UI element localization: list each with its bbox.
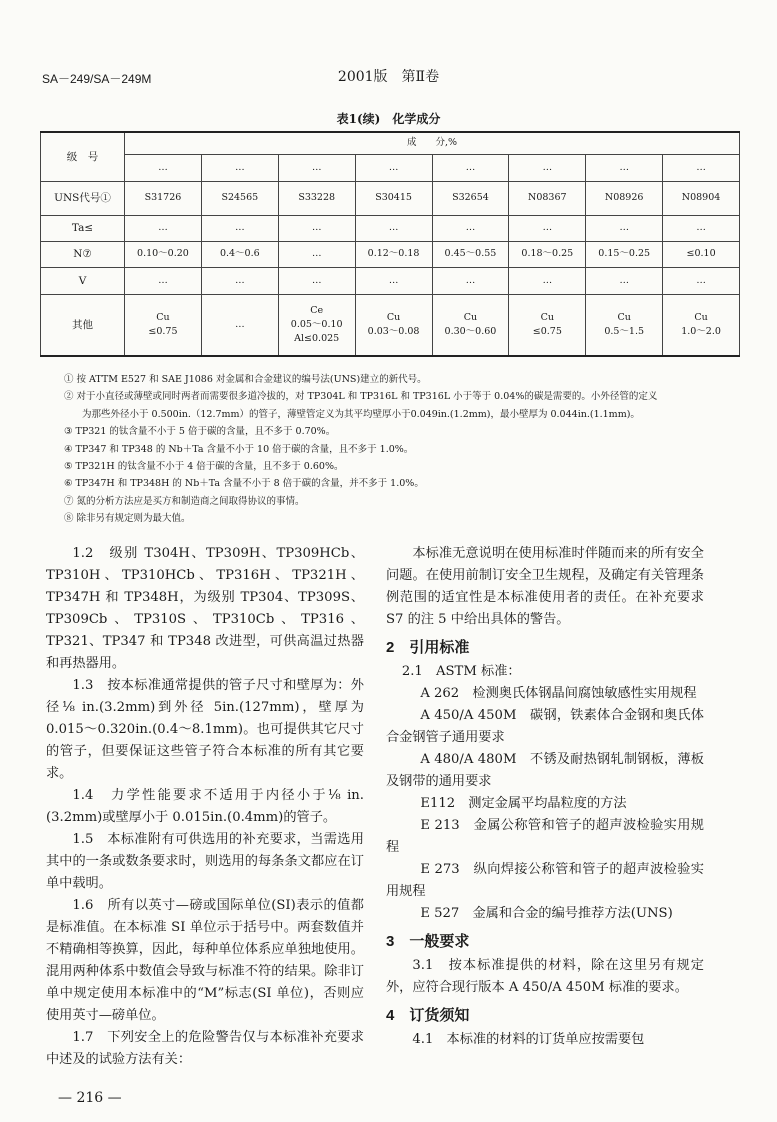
paragraph-1-7: 1.7 下列安全上的危险警告仅与本标准补充要求中述及的试验方法有关： [46,1030,364,1067]
reference-item: E 527 金属和合金的编号推荐方法(UNS) [420,906,673,921]
reference-item: E112 测定金属平均晶粒度的方法 [420,796,627,811]
cell-line: Cu [540,311,554,323]
footnote: ① 按 ATTM E527 和 SAE J1086 对金属和合金建议的编号法(UNS)建立的新代号。 [64,374,427,385]
table-row [41,181,740,215]
table-cell [432,294,509,356]
table-cell: N08904 [663,181,740,215]
footnote: ⑤ TP321H 的钛含量不小于 4 倍于碳的含量，且不多于 0.60%。 [64,461,344,473]
table-cell: S30415 [355,181,432,215]
table-cell: N08926 [586,181,663,215]
table-cell: … [355,215,432,241]
footnote: ⑧ 除非另有规定则为最大值。 [64,513,191,525]
table-cell [125,294,202,356]
paragraph-1-6: 1.6 所有以英寸—磅或国际单位(SI)表示的值都是标准值。在本标准 SI 单位示于括号中。两套数值并不精确相等换算，因此，每种单位体系应单独地使用。混用两种体系中数值会导致与标准不符的结果。除非订单中规定使用本标准中的“M”标志(SI 单位)，否则应使用英寸—磅单位。 [46,898,364,1023]
cell-line: ≤0.75 [148,325,178,337]
table-cell: ≤0.10 [663,241,740,267]
cell-line: 0.05～0.10 [290,318,343,330]
footnote-continued: 为那些外径小于 0.500in.（12.7mm）的管子，薄壁管定义为其平均壁厚小于0.049in.(1.2mm)，最小壁厚为 0.044in.(1.1mm)。 [82,408,640,420]
cell-line: Ce [310,304,324,316]
table-cell: … [509,154,586,181]
table-cell: 0.10～0.20 [125,241,202,267]
section-heading-3: 3 一般要求 [386,933,470,950]
reference-item: A 450/A 450M 碳钢，铁素体合金钢和奥氏体合金钢管子通用要求 [386,708,704,745]
grade-header: 级 号 [41,132,125,181]
cell-line: … [235,318,245,330]
table-row-other [41,294,740,356]
row-label: UNS代号① [41,181,125,215]
table-cell: … [201,154,278,181]
subsection-2-1: 2.1 ASTM 标准： [401,664,521,679]
table-row [41,154,740,181]
table-cell: 0.18～0.25 [509,241,586,267]
left-column [46,543,364,1071]
header-standard-code: SA－249/SA－249M [42,72,152,86]
subsection-3-1: 3.1 按本标准提供的材料，除在这里另有规定外，应符合现行版本 A 450/A 450M 标准的要求。 [386,958,704,995]
composition-header: 成 分,% [125,132,740,154]
table-cell: S24565 [201,181,278,215]
table-cell [663,294,740,356]
reference-item: A 480/A 480M 不锈及耐热钢轧制钢板，薄板及钢带的通用要求 [386,752,704,789]
table-cell: … [278,241,355,267]
cell-line: Cu [694,311,708,323]
table-cell: … [432,154,509,181]
table-cell: … [509,215,586,241]
cell-line: 0.03～0.08 [367,325,420,337]
cell-line: 1.0～2.0 [681,325,721,337]
reference-item: E 273 纵向焊接公称管和管子的超声波检验实用规程 [386,862,704,899]
table-cell: 0.15～0.25 [586,241,663,267]
table-cell: N08367 [509,181,586,215]
cell-line: Al≤0.025 [294,332,340,344]
table-cell [278,294,355,356]
table-cell: … [201,267,278,294]
paragraph-1-2: 1.2 级别 T304H、TP309H、TP309HCb、TP310H、TP310HCb、TP316H、TP321H、TP347H 和 TP348H，为级别 TP304、TP309S、TP309Cb、TP310S、TP310Cb、TP316、TP321、TP347 和 TP348 改进型，可供高温过热器和再热器用。 [46,546,364,671]
table-cell: … [278,267,355,294]
footnote: ③ TP321 的钛含量不小于 5 倍于碳的含量，且不多于 0.70%。 [64,426,336,438]
table-cell: … [663,154,740,181]
table-cell: S31726 [125,181,202,215]
table-cell: … [663,215,740,241]
cell-line: Cu [156,311,170,323]
table-cell: … [278,154,355,181]
cell-line: Cu [463,311,478,323]
table-cell: … [355,267,432,294]
table-header-row [41,132,740,154]
table-cell: … [201,215,278,241]
table-cell: … [432,267,509,294]
table-cell: 0.45～0.55 [432,241,509,267]
row-label: N⑦ [41,241,125,267]
table-title: 表1(续) 化学成分 [336,112,441,126]
row-label: V [41,267,125,294]
cell-line: 0.5～1.5 [604,325,645,337]
subsection-4-1: 4.1 本标准的材料的订货单应按需要包 [412,1032,645,1047]
reference-item: A 262 检测奥氏体钢晶间腐蚀敏感性实用规程 [420,686,697,701]
safety-paragraph: 本标准无意说明在使用标准时伴随而来的所有安全问题。在使用前制订安全卫生规程，及确定有关管理条例范围的适宜性是本标准使用者的责任。在补充要求 S7 的注 5 中给出具体的警告。 [386,546,704,627]
table-cell [201,294,278,356]
table-cell: … [278,215,355,241]
table-footnotes [64,371,754,528]
cell-line: 0.30～0.60 [444,325,497,337]
paragraph-1-4: 1.4 力学性能要求不适用于内径小于⅛ in.(3.2mm)或壁厚小于 0.015in.(0.4mm)的管子。 [46,788,364,825]
table-cell [509,294,586,356]
page-number: — 216 — [58,1090,122,1106]
table-cell [586,294,663,356]
table-cell: S32654 [432,181,509,215]
chemical-composition-table [40,131,740,357]
header-edition: 2001版 第Ⅱ卷 [337,69,440,85]
table-cell: … [509,267,586,294]
table-cell: … [586,215,663,241]
section-heading-4: 4 订货须知 [386,1007,470,1024]
table-cell: 0.4～0.6 [201,241,278,267]
footnote: ⑦ 氮的分析方法应是买方和制造商之间取得协议的事情。 [64,495,305,507]
table-row [41,241,740,267]
table-cell: … [663,267,740,294]
table-cell: 0.12～0.18 [355,241,432,267]
row-label: Ta≤ [41,215,125,241]
paragraph-1-5: 1.5 本标准附有可供选用的补充要求，当需选用其中的一条或数条要求时，则选用的每条条文都应在订单中载明。 [46,832,364,891]
table-row [41,215,740,241]
cell-line: Cu [386,311,401,323]
right-column [386,543,704,1051]
footnote: ④ TP347 和 TP348 的 Nb＋Ta 含量不小于 10 倍于碳的含量，且不多于 1.0%。 [64,443,414,455]
table-cell: S33228 [278,181,355,215]
table-cell: … [125,154,202,181]
table-cell: … [125,215,202,241]
table-cell: … [125,267,202,294]
section-heading-2: 2 引用标准 [386,639,470,656]
paragraph-1-3: 1.3 按本标准通常提供的管子尺寸和壁厚为：外径⅛ in.(3.2mm)到外径 5in.(127mm)，壁厚为 0.015～0.320in.(0.4～8.1mm)。也可提供其它尺寸的管子，但要保证这些管子符合本标准的所有其它要求。 [46,678,364,781]
reference-item: E 213 金属公称管和管子的超声波检验实用规程 [386,818,704,855]
table-cell: … [355,154,432,181]
cell-line: Cu [617,311,631,323]
table-cell: … [586,267,663,294]
table-cell: … [432,215,509,241]
table-cell [355,294,432,356]
footnote: ⑥ TP347H 和 TP348H 的 Nb＋Ta 含量不小于 8 倍于碳的含量，并不多于 1.0%。 [64,478,424,490]
cell-line: ≤0.75 [532,325,562,337]
footnote: ② 对于小直径或薄壁或同时两者而需要很多道冷拔的，对 TP304L 和 TP316L 和 TP316L 小于等于 0.04%的碳是需要的。小外径管的定义 [64,391,658,403]
row-label: 其他 [41,294,125,356]
table-cell: … [586,154,663,181]
table-row [41,267,740,294]
